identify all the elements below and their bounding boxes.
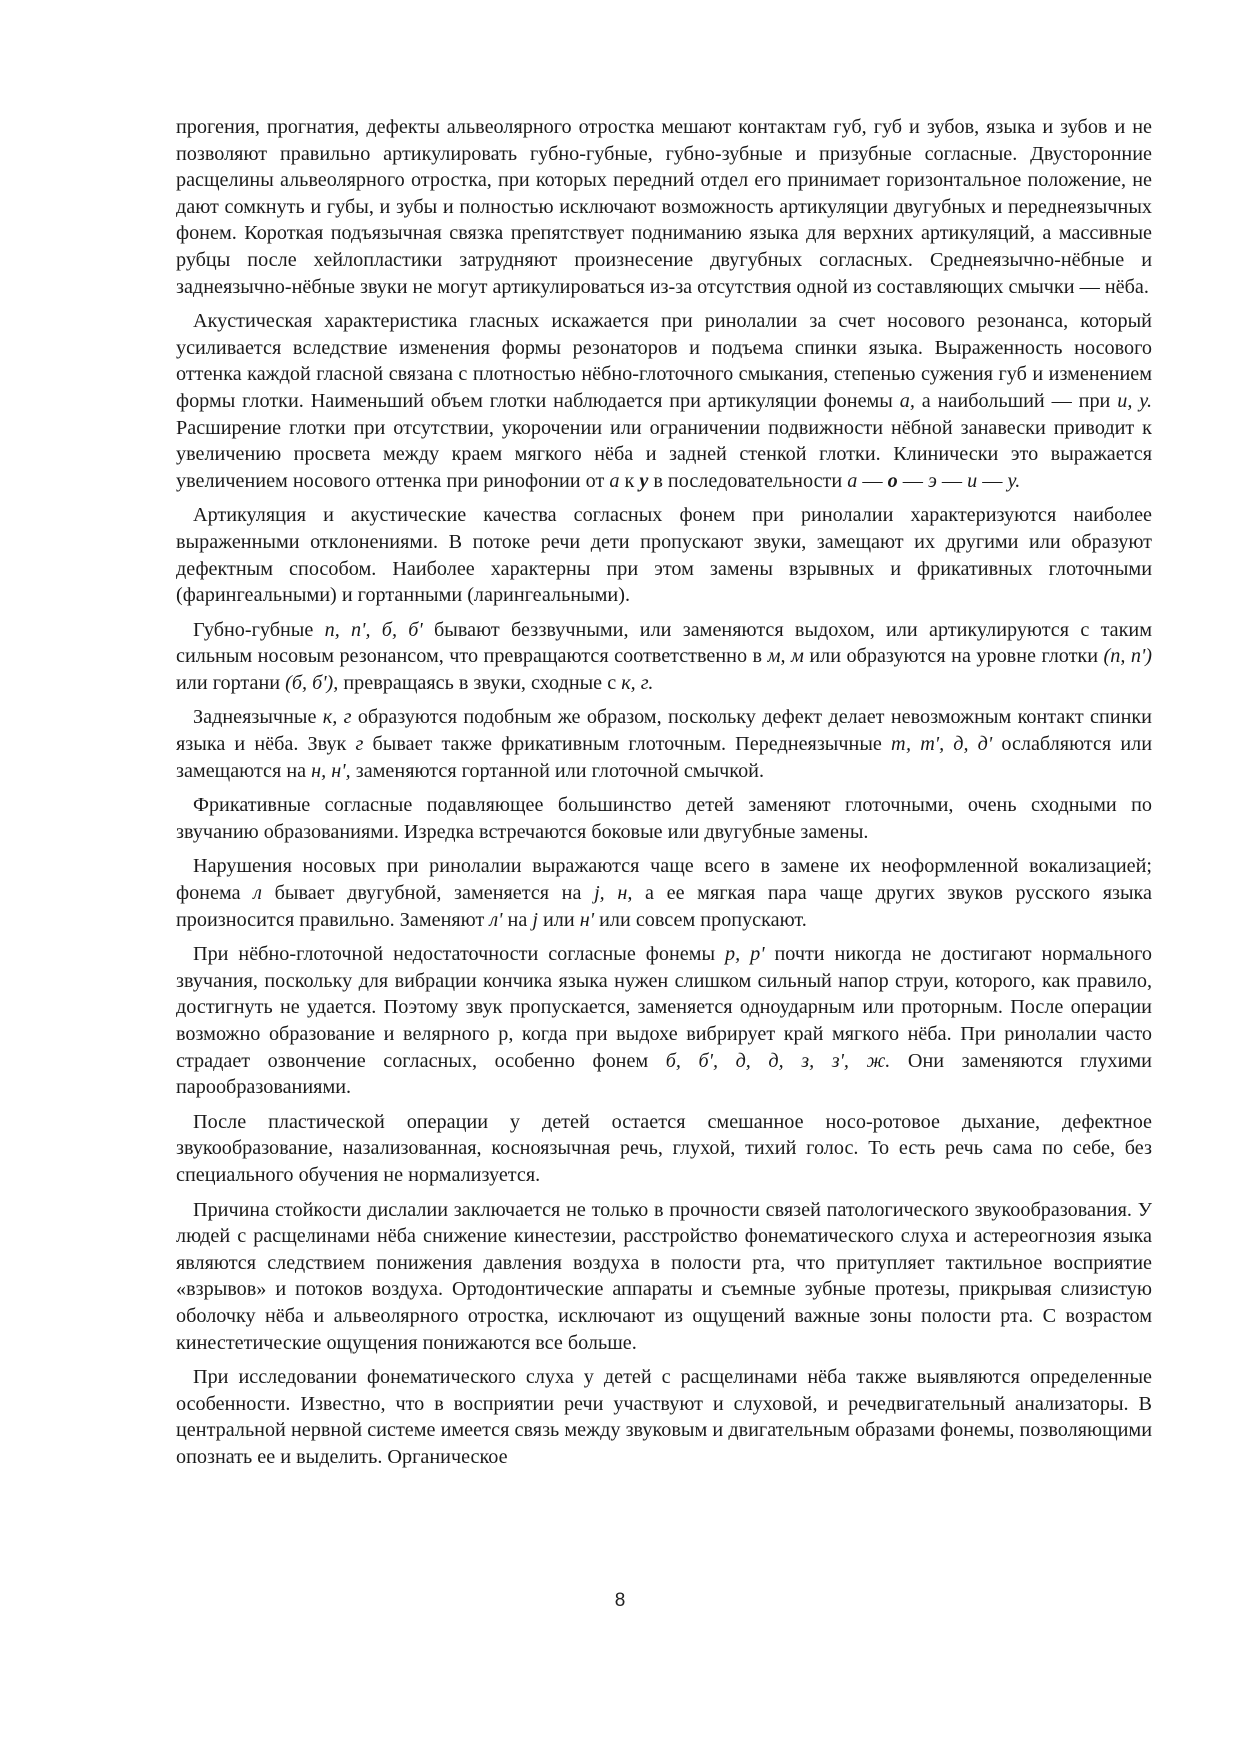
paragraph	[176, 502, 1152, 608]
text-run: почти никогда не достигают нормального звучания, поскольку для вибрации кончика языка нужен слишком сильный напор струи, которого, как правило, достигнуть не удается. Поэтому звук пропускается, заменяется одноударным или проторным. После операции возможно образование и велярного р, когда при выдохе вибрирует край мягкого нёба. При ринолалии часто страдает озвончение согласных, особенно фонем	[176, 943, 1152, 1072]
emphasis-text: j, н,	[594, 882, 633, 905]
text-run: к	[619, 469, 640, 492]
text-run: или образуются на уровне глотки	[803, 645, 1104, 668]
paragraph	[176, 941, 1152, 1101]
text-run: прогения, прогнатия, дефекты альвеолярного отростка мешают контактам губ, губ и зубов, языка и зубов и не позволяют правильно артикулировать губно-губные, губно-зубные и призубные согласные. Двусторонние расщелины альвеолярного отростка, при которых передний отдел его принимает горизонтальное положение, не дают сомкнуть и губы, и зубы и полностью исключают возможность артикуляции двугубных и переднеязычных фонем. Короткая подъязычная связка препятствует подниманию языка для верхних артикуляций, а массивные рубцы после хейлопластики затрудняют произнесение двугубных согласных. Среднеязычно-нёбные и заднеязычно-нёбные звуки не могут артикулироваться из-за отсутствия одной из составляющих смычки — нёба.	[176, 116, 1152, 298]
paragraph	[176, 1364, 1152, 1470]
text-run: Они заменяются глухими парообразованиями.	[176, 1049, 1152, 1099]
emphasis-text: п, п', б, б'	[324, 618, 423, 641]
emphasis-text: j	[532, 908, 538, 931]
emphasis-text: а	[847, 469, 858, 492]
text-run: —	[936, 469, 968, 492]
emphasis-text: б, б', д, д, з, з', ж.	[665, 1049, 891, 1072]
text-run: заменяются гортанной или глоточной смычкой.	[350, 759, 765, 782]
text-run: Фрикативные согласные подавляющее большинство детей заменяют глоточными, очень сходными по звучанию образованиями. Изредка встречаются боковые или двугубные замены.	[176, 794, 1152, 843]
text-run: а ее мягкая пара чаще других звуков русского языка произносится правильно. Заменяют	[176, 882, 1152, 931]
emphasis-text: н'	[579, 908, 595, 931]
paragraph	[176, 704, 1152, 784]
paragraph	[176, 1109, 1152, 1189]
text-run: Расширение глотки при отсутствии, укорочении или ограничении подвижности нёбной занавески приводит к увеличению просвета между краем мягкого нёба и задней стенкой глотки. Клинически это выражается увеличением носового оттенка при ринофонии от	[176, 416, 1152, 492]
text-run: После пластической операции у детей остается смешанное носо-ротовое дыхание, дефектное звукообразование, назализованная, косноязычная речь, глухой, тихий голос. То есть речь сама по себе, без специального обучения не нормализуется.	[176, 1110, 1152, 1186]
text-run: превращаясь в звуки, сходные с	[338, 671, 622, 694]
text-run: или совсем пропускают.	[594, 908, 807, 931]
emphasis-text: (п, п')	[1103, 645, 1152, 668]
paragraph	[176, 853, 1152, 933]
text-run: ослабляются или замещаются на	[176, 733, 1152, 782]
page-number: 8	[614, 1590, 626, 1611]
text-run: Артикуляция и акустические качества согласных фонем при ринолалии характеризуются наиболее выраженными отклонениями. В потоке речи дети пропускают звуки, замещают их другими или образуют дефектным способом. Наиболее характерны при этом замены взрывных и фрикативных глоточными (фарингеальными) и гортанными (ларингеальными).	[176, 504, 1152, 607]
emphasis-text: у.	[1007, 469, 1021, 492]
emphasis-text: (б, б'),	[285, 671, 339, 694]
text-run: а наибольший — при	[914, 389, 1118, 412]
paragraph	[176, 1197, 1152, 1357]
emphasis-text: р, р'	[725, 943, 765, 966]
text-run: Акустическая характеристика гласных искажается при ринолалии за счет носового резонанса, который усиливается вследствие изменения формы резонаторов и подъема спинки языка. Выраженность носового оттенка каждой гласной связана с плотностью нёбно-глоточного смыкания, степенью сужения губ и изменением формы глотки. Наименьший объем глотки наблюдается при артикуляции фонемы	[176, 310, 1152, 412]
text-run: бывают беззвучными, или заменяются выдохом, или артикулируются с таким сильным носовым резонансом, что превращаются соответственно в	[176, 618, 1152, 668]
emphasis-text: к, г.	[621, 671, 654, 694]
text-run: Нарушения носовых при ринолалии выражаются чаще всего в замене их неоформленной вокализацией; фонема	[176, 855, 1152, 905]
paragraph	[176, 308, 1152, 494]
text-run: или	[537, 908, 580, 931]
text-run: При нёбно-глоточной недостаточности согласные фонемы	[193, 943, 726, 966]
emphasis-text: г	[355, 733, 364, 756]
text-run: —	[977, 469, 1008, 492]
text-run: При исследовании фонематического слуха у детей с расщелинами нёба также выявляются определенные особенности. Известно, что в восприятии речи участвуют и слуховой, и речедвигательный анализаторы. В центральной нервной системе имеется связь между звуковым и двигательным образами фонемы, позволяющими опознать ее и выделить. Органическое	[176, 1366, 1152, 1468]
emphasis-text: о	[887, 469, 898, 492]
text-run: бывает двугубной, заменяется на	[261, 882, 595, 905]
emphasis-text: а,	[899, 389, 915, 412]
emphasis-text: н, н',	[311, 759, 351, 782]
text-run: бывает также фрикативным глоточным. Переднеязычные	[363, 733, 891, 756]
text-run: Причина стойкости дислалии заключается не только в прочности связей патологического звукообразования. У людей с расщелинами нёба снижение кинестезии, расстройство фонематического слуха и астереогнозия языка являются следствием понижения давления воздуха в полости рта, что притупляет тактильное восприятие «взрывов» и потоков воздуха. Ортодонтические аппараты и съемные зубные протезы, прикрывая слизистую оболочку нёба и альвеолярного отростка, исключают из ощущений важные зоны полости рта. С возрастом кинестетические ощущения понижаются все больше.	[176, 1198, 1152, 1354]
paragraph	[176, 114, 1152, 300]
emphasis-text: у	[639, 469, 649, 492]
text-run: —	[857, 469, 888, 492]
paragraph	[176, 792, 1152, 845]
text-run: в последовательности	[648, 469, 848, 492]
emphasis-text: к, г	[322, 706, 352, 729]
text-run: Заднеязычные	[193, 706, 323, 729]
emphasis-text: л	[253, 882, 262, 905]
text-run: образуются подобным же образом, поскольку дефект делает невозможным контакт спинки языка и нёба. Звук	[176, 706, 1152, 756]
text-run: или гортани	[176, 671, 286, 694]
body-text	[176, 114, 1152, 1479]
text-run: на	[502, 908, 533, 931]
emphasis-text: л'	[489, 908, 503, 931]
paragraph	[176, 617, 1152, 697]
text-run: Губно-губные	[193, 618, 325, 641]
text-run: —	[897, 469, 928, 492]
emphasis-text: и, у.	[1117, 389, 1153, 412]
emphasis-text: э	[927, 469, 937, 492]
emphasis-text: и	[967, 469, 978, 492]
emphasis-text: м, м	[767, 645, 804, 668]
emphasis-text: а	[609, 469, 620, 492]
emphasis-text: т, т', д, д'	[890, 733, 993, 756]
